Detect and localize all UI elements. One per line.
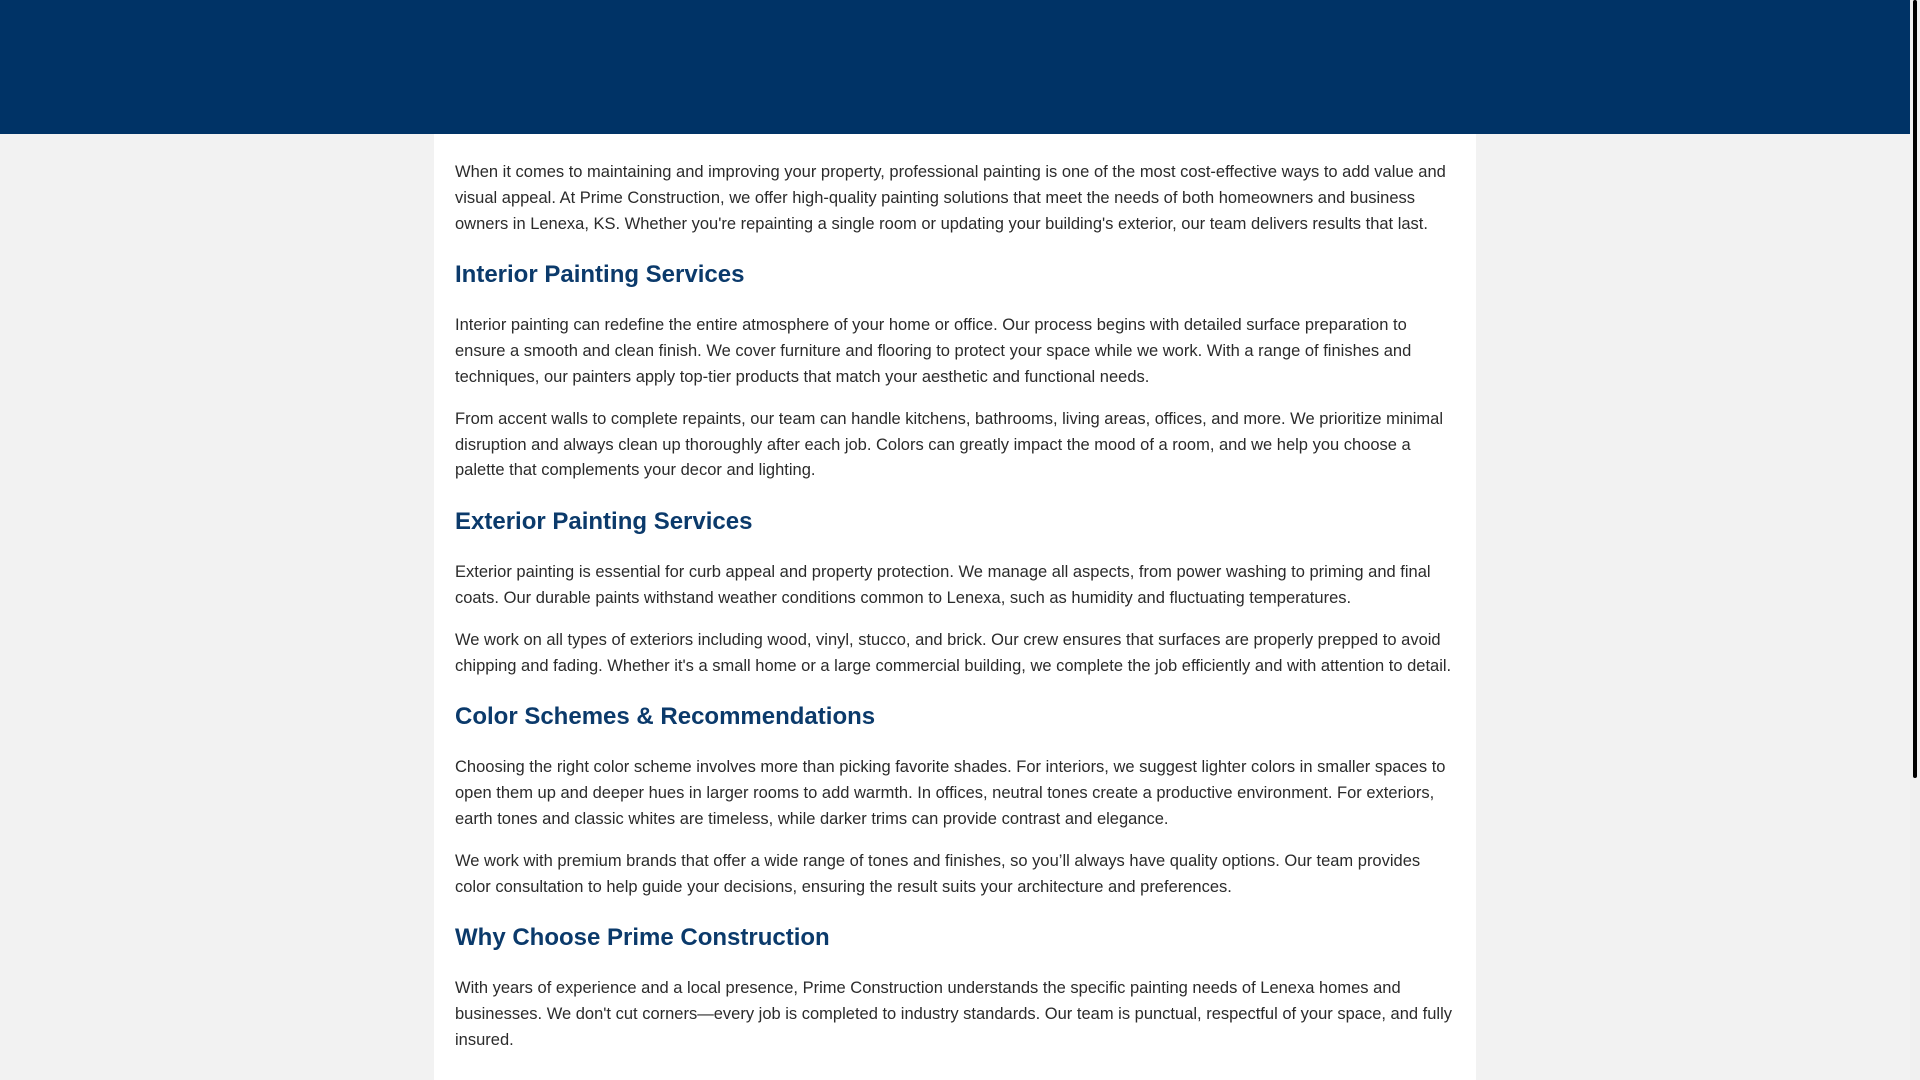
article-content xyxy=(434,134,1476,1080)
interior-paragraph-2: From accent walls to complete repaints, our team can handle kitchens, bathrooms, living areas, offices, and more. We prioritize minimal disruption and always clean up thoroughly after each job. Colors can greatly impact the mood of a room, and we help you choose a palette that complements your decor and lighting. xyxy=(455,409,1443,480)
section-heading-why-choose: Why Choose Prime Construction xyxy=(455,924,830,952)
interior-paragraph-1: Interior painting can redefine the entire atmosphere of your home or office. Our process begins with detailed surface preparation to ensure a smooth and clean finish. We cover furniture and flooring to protect your space while we work. With a range of finishes and techniques, our painters apply top-tier products that match your aesthetic and functional needs. xyxy=(455,316,1412,386)
color-paragraph-1: Choosing the right color scheme involves more than picking favorite shades. For interiors, we suggest lighter colors in smaller spaces to open them up and deeper hues in larger rooms to add warmth. In offices, neutral tones create a productive environment. For exteriors, earth tones and classic whites are timeless, while darker trims can provide contrast and elegance. xyxy=(455,758,1446,828)
intro-paragraph: When it comes to maintaining and improving your property, professional painting is one of the most cost-effective ways to add value and visual appeal. At Prime Construction, we offer high-quality painting solutions that meet the needs of both homeowners and business owners in Lenexa, KS. Whether you're repainting a single room or updating your building's exterior, our team delivers results that last. xyxy=(455,163,1446,233)
exterior-paragraph-1: Exterior painting is essential for curb appeal and property protection. We manage all aspects, from power washing to priming and final coats. Our durable paints withstand weather conditions common to Lenexa, such as humidity and fluctuating temperatures. xyxy=(455,563,1431,607)
section-heading-interior: Interior Painting Services xyxy=(455,261,745,289)
site-header xyxy=(0,0,1910,134)
why-choose-paragraph-1: With years of experience and a local presence, Prime Construction understands the specific painting needs of Lenexa homes and businesses. We don't cut corners—every job is completed to industry standards. Our team is punctual, respectful of your space, and fully insured. xyxy=(455,979,1453,1049)
section-heading-exterior: Exterior Painting Services xyxy=(455,508,753,536)
color-paragraph-2: We work with premium brands that offer a wide range of tones and finishes, so you’ll always have quality options. Our team provides color consultation to help guide your decisions, ensuring the result suits your architecture and preferences. xyxy=(455,851,1421,896)
scrollbar-thumb[interactable] xyxy=(1913,0,1917,778)
section-heading-color-schemes: Color Schemes & Recommendations xyxy=(455,703,876,731)
exterior-paragraph-2: We work on all types of exteriors including wood, vinyl, stucco, and brick. Our crew ensures that surfaces are properly prepped to avoid chipping and fading. Whether it's a small home or a large commercial building, we complete the job efficiently and with attention to detail. xyxy=(455,630,1452,675)
